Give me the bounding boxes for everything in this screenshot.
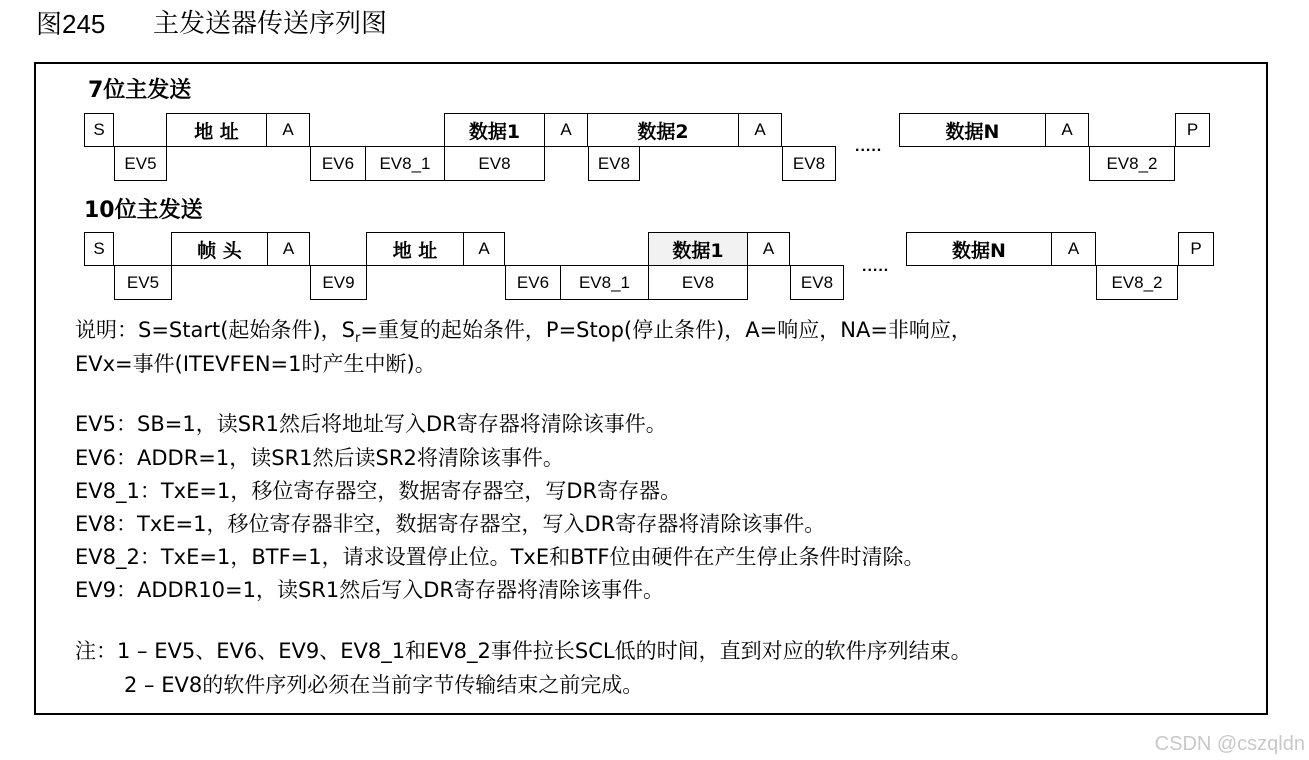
seq10-address-box: 地 址	[366, 232, 464, 266]
seq10-ev-box: EV8_2	[1096, 265, 1178, 300]
seq10-ack-box: A	[1051, 232, 1096, 266]
seq7-ev-box: EV8_2	[1089, 146, 1175, 181]
seq10-title: 10位主发送	[84, 198, 203, 223]
seq10-stop-box: P	[1178, 232, 1214, 266]
seq10-ev-box: EV6	[505, 265, 561, 300]
seq7-ev-box: EV5	[114, 146, 167, 181]
seq7-ev-box: EV6	[310, 146, 366, 181]
watermark: CSDN @cszqldn	[1154, 733, 1305, 755]
seq10-ev-box: EV8	[648, 265, 748, 300]
seq7-start-box: S	[84, 113, 114, 147]
seq7-ev-box: EV8	[588, 146, 640, 181]
seq10-ev-box: EV8	[790, 265, 844, 300]
figure-title	[36, 6, 388, 43]
event-desc-ev5: EV5：SB=1，读SR1然后将地址写入DR寄存器将清除该事件。	[75, 412, 667, 436]
seq7-data1-box: 数据1	[444, 113, 545, 147]
event-desc-ev9: EV9：ADDR10=1，读SR1然后写入DR寄存器将清除该事件。	[75, 578, 665, 602]
event-desc-ev8-2: EV8_2：TxE=1，BTF=1，请求设置停止位。TxE和BTF位由硬件在产生停止条件时清除。	[75, 545, 925, 569]
seq7-ack-box: A	[266, 113, 310, 147]
seq10-dataN-box: 数据N	[906, 232, 1052, 266]
seq7-address-box: 地 址	[166, 113, 267, 147]
seq7-ellipsis: .....	[855, 138, 883, 155]
seq10-ev-box: EV9	[310, 265, 367, 300]
seq7-ev-box: EV8_1	[365, 146, 445, 181]
seq7-dataN-box: 数据N	[899, 113, 1046, 147]
seq7-ev-box: EV8	[444, 146, 545, 181]
figure-number: 图245	[36, 9, 106, 39]
seq7-data2-box: 数据2	[587, 113, 739, 147]
event-desc-ev8-1: EV8_1：TxE=1，移位寄存器空，数据寄存器空，写DR寄存器。	[75, 479, 682, 503]
seq7-ack-box: A	[544, 113, 588, 147]
event-desc-ev8: EV8：TxE=1，移位寄存器非空，数据寄存器空，写入DR寄存器将清除该事件。	[75, 512, 826, 536]
seq10-ack-box: A	[463, 232, 505, 266]
seq7-stop-box: P	[1175, 113, 1210, 147]
seq10-ack-box: A	[747, 232, 790, 266]
seq10-header-box: 帧 头	[171, 232, 268, 266]
seq10-ellipsis: .....	[862, 258, 890, 275]
seq10-start-box: S	[84, 232, 114, 266]
seq7-title: 7位主发送	[88, 78, 192, 103]
note-1: 注：1 – EV5、EV6、EV9、EV8_1和EV8_2事件拉长SCL低的时间，直到对应的软件序列结束。	[75, 639, 972, 663]
seq10-ack-box: A	[267, 232, 310, 266]
seq10-data1-box: 数据1	[648, 232, 748, 266]
legend-line-1: 说明：S=Start(起始条件)，$S_r=$重复的起始条件，P=Stop(停止条件)，A=响应，NA=非响应，	[75, 318, 972, 347]
seq7-ev-box: EV8	[782, 146, 836, 181]
event-desc-ev6: EV6：ADDR=1，读SR1然后读SR2将清除该事件。	[75, 446, 564, 470]
seq7-ack-box: A	[1045, 113, 1089, 147]
diagram-frame	[34, 62, 1268, 715]
seq7-ack-box: A	[738, 113, 782, 147]
seq10-ev-box: EV8_1	[560, 265, 649, 300]
note-2: 2 – EV8的软件序列必须在当前字节传输结束之前完成。	[124, 673, 644, 697]
seq10-ev-box: EV5	[114, 265, 172, 300]
figure-caption: 主发送器传送序列图	[153, 9, 388, 39]
legend-line-2: EVx=事件(ITEVFEN=1时产生中断)。	[75, 352, 436, 376]
